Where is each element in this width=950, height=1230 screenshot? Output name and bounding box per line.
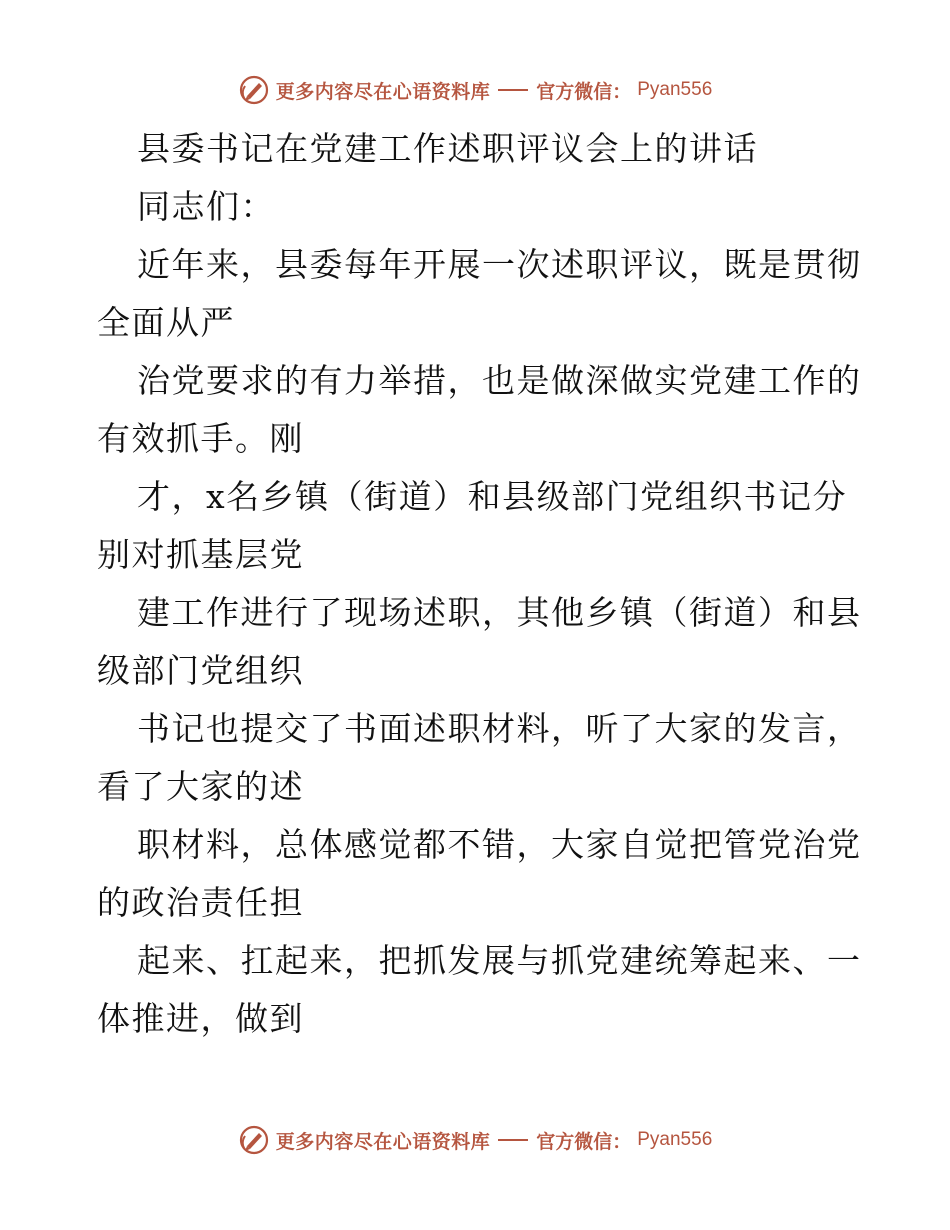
document-title: 县委书记在党建工作述职评议会上的讲话 — [137, 129, 758, 168]
paragraph-line: 看了大家的述 — [97, 767, 304, 806]
paragraph-line: 近年来，县委每年开展一次述职评议，既是贯彻 — [137, 245, 862, 284]
paragraph-line: 职材料，总体感觉都不错，大家自觉把管党治党 — [137, 825, 862, 864]
paragraph-line: 才，x名乡镇（街道）和县级部门党组织书记分 — [137, 477, 848, 516]
document-body — [97, 120, 862, 1048]
paragraph-line: 有效抓手。刚 — [97, 419, 304, 458]
paragraph-line: 起来、扛起来，把抓发展与抓党建统筹起来、一 — [137, 941, 862, 980]
pen-logo-icon — [238, 1124, 270, 1156]
header-wechat-label: 官方微信： — [536, 80, 632, 103]
paragraph-line: 治党要求的有力举措，也是做深做实党建工作的 — [137, 361, 862, 400]
paragraph-line: 建工作进行了现场述职，其他乡镇（街道）和县 — [137, 593, 862, 632]
page-header — [0, 70, 950, 110]
footer-wechat-label: 官方微信： — [536, 1130, 632, 1153]
paragraph-line: 别对抓基层党 — [97, 535, 304, 574]
footer-banner-dash — [498, 1139, 528, 1141]
footer-banner — [238, 1124, 713, 1156]
paragraph-line: 的政治责任担 — [97, 883, 304, 922]
header-wechat-id: Pyan556 — [637, 79, 713, 100]
footer-banner-text: 更多内容尽在心语资料库 — [275, 1130, 491, 1153]
header-banner — [238, 74, 713, 106]
page-footer — [0, 1120, 950, 1160]
footer-wechat-id: Pyan556 — [637, 1129, 713, 1150]
pen-logo-icon — [238, 74, 270, 106]
header-banner-text: 更多内容尽在心语资料库 — [275, 80, 491, 103]
paragraph-line: 全面从严 — [97, 303, 235, 342]
paragraph-line: 体推进，做到 — [97, 999, 304, 1038]
paragraph-line: 书记也提交了书面述职材料，听了大家的发言， — [137, 709, 862, 748]
header-banner-dash — [498, 89, 528, 91]
paragraph-line: 级部门党组织 — [97, 651, 304, 690]
salutation: 同志们： — [137, 187, 275, 226]
